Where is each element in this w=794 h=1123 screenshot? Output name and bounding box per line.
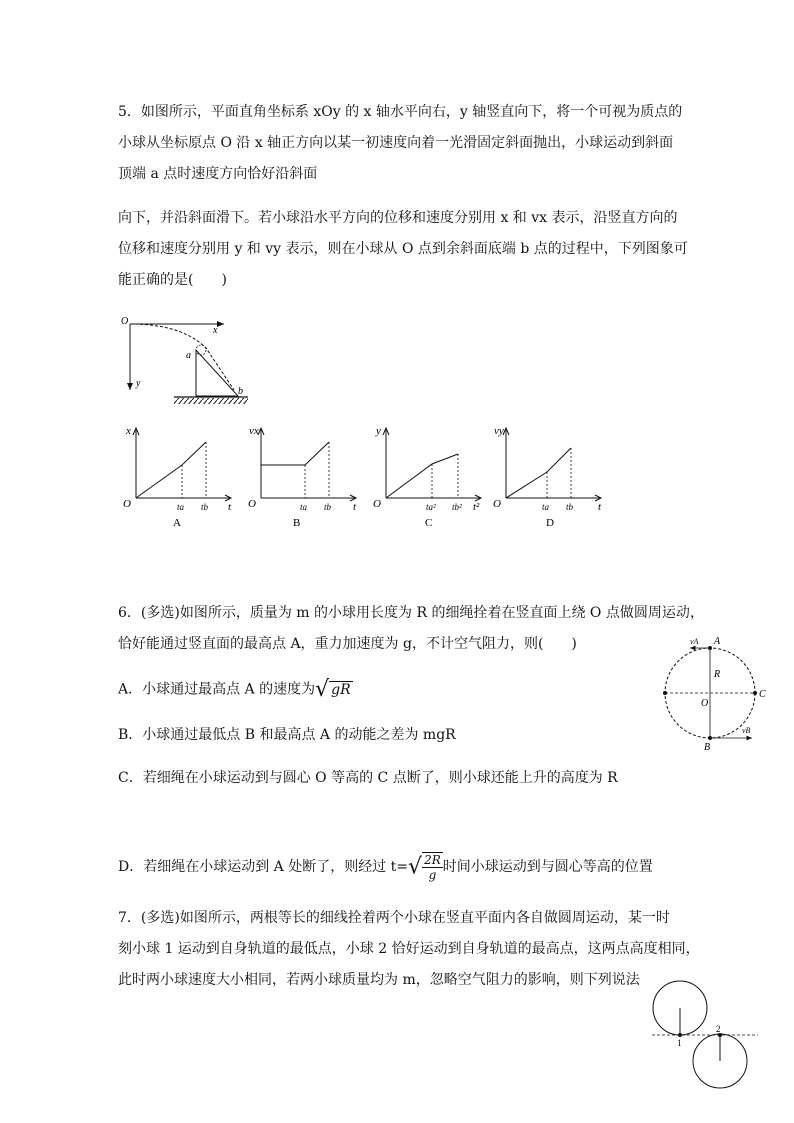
incline	[196, 350, 238, 396]
svg-text:vx: vx	[249, 425, 259, 437]
sqrt-sign: √	[408, 854, 423, 880]
label-origin: O	[121, 316, 129, 327]
svg-text:A: A	[173, 517, 181, 529]
svg-text:ta²: ta²	[426, 502, 436, 512]
q5-line-4: 向下，并沿斜面滑下。若小球沿水平方向的位移和速度分别用 x 和 vx 表示，沿竖直方向的	[118, 210, 678, 226]
trajectory	[130, 324, 234, 390]
sqrt-sign: √	[315, 677, 330, 702]
svg-text:ta: ta	[177, 502, 185, 512]
svg-text:C: C	[759, 689, 766, 700]
svg-text:ta: ta	[300, 502, 308, 512]
svg-text:vB: vB	[742, 726, 751, 735]
ground-hatch	[174, 398, 248, 404]
svg-text:ta: ta	[542, 502, 550, 512]
svg-text:tb: tb	[324, 502, 332, 512]
svg-text:B: B	[704, 742, 711, 753]
svg-text:O: O	[248, 498, 256, 510]
label-x: x	[213, 325, 218, 336]
q6-circle-figure	[660, 632, 772, 754]
q7-two-circles-figure	[650, 978, 760, 1092]
svg-text:O: O	[701, 698, 709, 709]
svg-text:x: x	[126, 425, 131, 437]
ball	[196, 345, 206, 355]
svg-text:t: t	[598, 501, 602, 513]
svg-text:C: C	[425, 517, 433, 529]
q5-graph-a	[120, 420, 240, 530]
q7-line-2: 刻小球 1 运动到自身轨道的最低点，小球 2 恰好运动到自身轨道的最高点，这两点高度相同，	[118, 941, 700, 957]
q5-graph-d	[490, 420, 610, 530]
svg-text:O: O	[123, 498, 131, 510]
svg-text:A: A	[714, 636, 721, 647]
graph-d-line	[506, 448, 571, 498]
q6-line-2: 恰好能通过竖直面的最高点 A，重力加速度为 g，不计空气阻力，则( )	[118, 636, 577, 652]
q5-incline-figure	[112, 310, 252, 410]
svg-text:O: O	[493, 498, 501, 510]
svg-text:O: O	[373, 498, 381, 510]
q5-line-3: 顶端 a 点时速度方向恰好沿斜面	[118, 166, 318, 182]
q5-line-5: 位移和速度分别用 y 和 vy 表示，则在小球从 O 点到余斜面底端 b 点的过程中，下列图象可	[118, 241, 688, 257]
svg-text:vy: vy	[494, 425, 504, 437]
q6-option-b: B．小球通过最低点 B 和最高点 A 的动能之差为 mgR	[118, 727, 456, 743]
q5-line-6: 能正确的是( )	[118, 272, 227, 288]
svg-text:t: t	[353, 501, 357, 513]
svg-text:tb: tb	[201, 502, 209, 512]
svg-text:1: 1	[677, 1038, 682, 1048]
q6-option-c: C．若细绳在小球运动到与圆心 O 等高的 C 点断了，则小球还能上升的高度为 R	[118, 770, 618, 786]
graph-a-line	[136, 442, 206, 498]
label-y: y	[136, 378, 141, 389]
ball-1	[678, 1033, 682, 1037]
q6-option-a: A．小球通过最高点 A 的速度为√ gR	[118, 677, 351, 702]
q7-line-1: 7．(多选)如图所示，两根等长的细线拴着两个小球在竖直平面内各自做圆周运动，某一时	[118, 910, 670, 926]
graph-b-line	[261, 442, 329, 465]
svg-text:R: R	[714, 669, 721, 680]
svg-text:B: B	[293, 517, 301, 529]
q5-line-2: 小球从坐标原点 O 沿 x 轴正方向以某一初速度向着一光滑固定斜面抛出，小球运动到斜面	[118, 135, 674, 151]
q5-graph-b	[245, 420, 365, 530]
svg-text:t²: t²	[473, 501, 480, 513]
q7-line-3: 此时两小球速度大小相同，若两小球质量均为 m，忽略空气阻力的影响，则下列说法	[118, 972, 640, 988]
svg-text:vA: vA	[690, 637, 699, 646]
fraction: $\frac{2R}{g}$	[424, 853, 441, 882]
svg-text:tb: tb	[566, 502, 574, 512]
svg-text:tb²: tb²	[452, 502, 462, 512]
label-b: b	[238, 386, 243, 397]
q5-line-1: 5．如图所示，平面直角坐标系 xOy 的 x 轴水平向右，y 轴竖直向下，将一个可视为质点的	[118, 104, 683, 120]
label-a: a	[186, 350, 191, 361]
svg-text:D: D	[546, 517, 554, 529]
svg-text:t: t	[228, 501, 232, 513]
q6-line-1: 6．(多选)如图所示，质量为 m 的小球用长度为 R 的细绳拴着在竖直面上绕 O 点做圆周运动，	[118, 605, 704, 621]
graph-c-line	[386, 454, 458, 498]
q6-option-d: D．若细绳在小球运动到 A 处断了，则经过 t=√ $\frac{2R}{g}$ 时间小球运动到与圆心等高的位置	[118, 853, 653, 882]
q5-graph-c	[370, 420, 490, 530]
svg-text:y: y	[376, 425, 381, 437]
svg-text:2: 2	[716, 1024, 721, 1034]
